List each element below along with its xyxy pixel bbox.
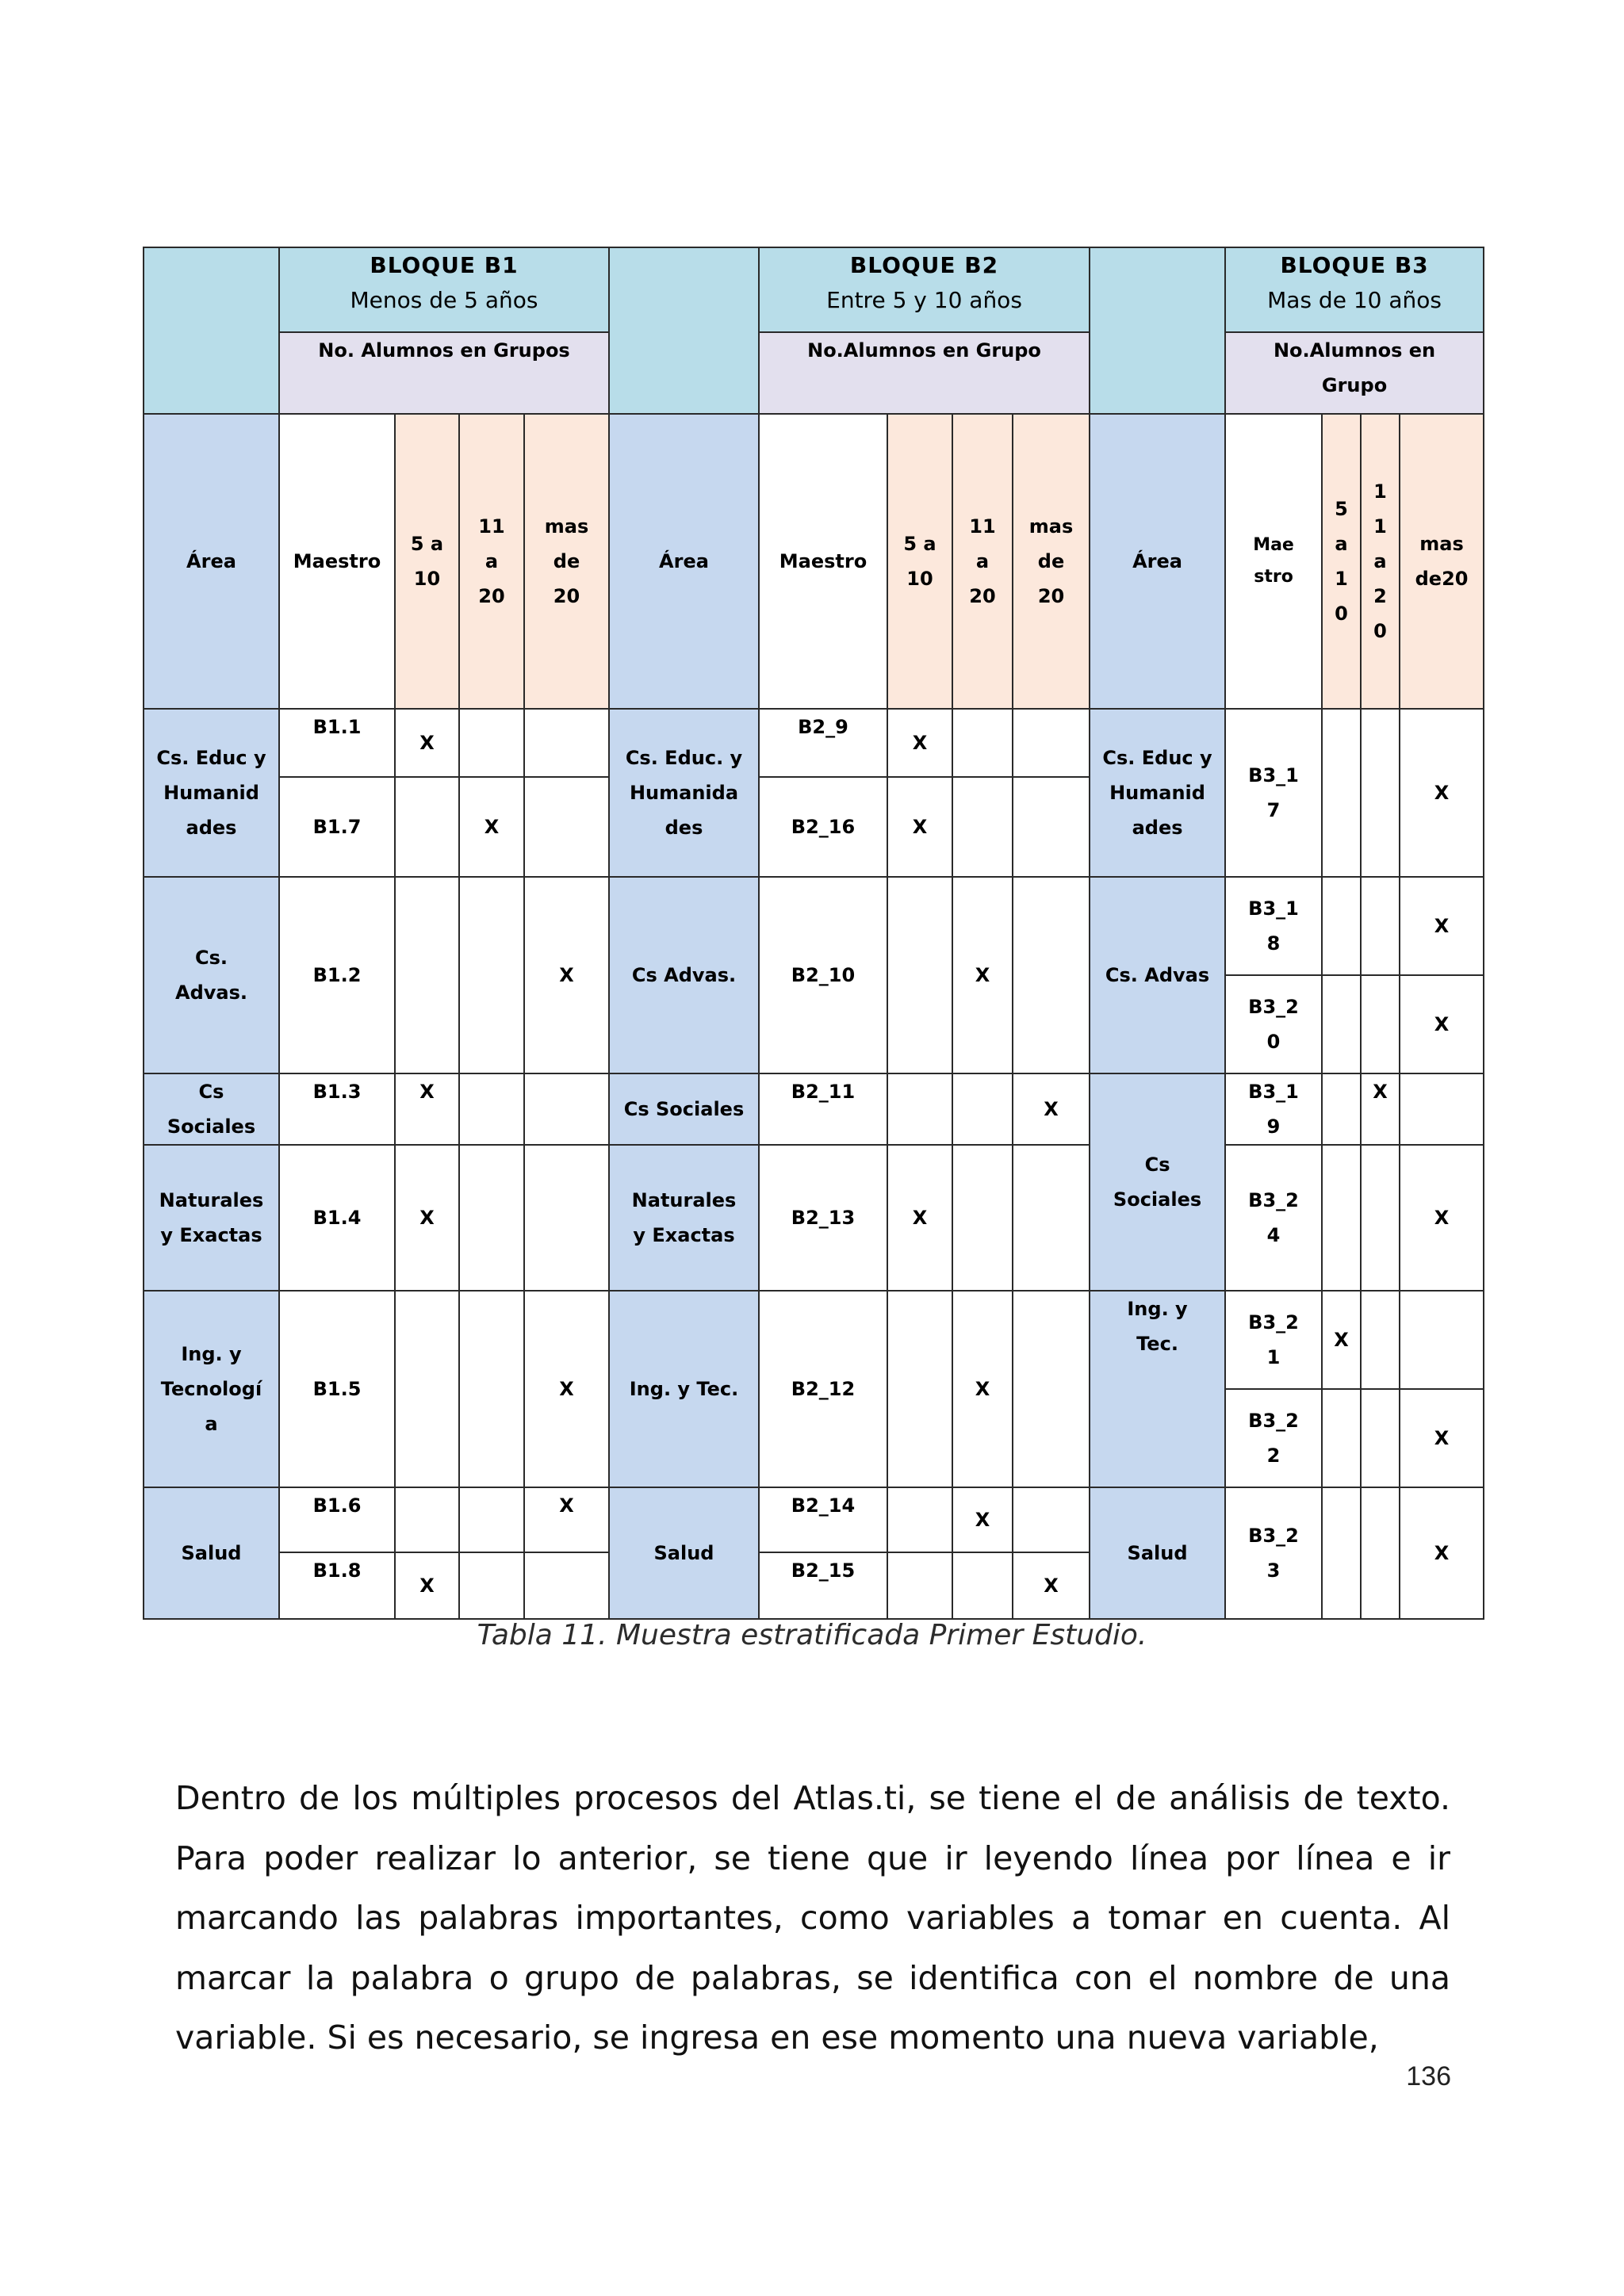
b2-area-nat: Naturales y Exactas <box>609 1145 759 1291</box>
b1-empty <box>459 1552 524 1619</box>
block-b3-title: BLOQUE B3 <box>1280 252 1429 278</box>
b3-code: B3_2 1 <box>1225 1291 1322 1389</box>
b3-area-soc: Cs Sociales <box>1090 1073 1225 1291</box>
b1-area-ing: Ing. y Tecnologí a <box>144 1291 279 1487</box>
b1-mark: X <box>524 1487 609 1552</box>
b2-empty <box>952 1145 1013 1291</box>
block-b3-subtitle: Mas de 10 años <box>1267 287 1442 313</box>
b2-empty <box>952 1552 1013 1619</box>
b1-mark: X <box>395 1552 459 1619</box>
b3-area-salud: Salud <box>1090 1487 1225 1619</box>
b3-empty <box>1361 709 1400 877</box>
col-5a10-b3: 5 a 10 <box>1322 414 1361 709</box>
b2-empty <box>887 877 952 1073</box>
b1-empty <box>459 1291 524 1487</box>
b2-mark: X <box>952 1487 1013 1552</box>
block-b2-students: No.Alumnos en Grupo <box>759 332 1090 414</box>
block-b1-students: No. Alumnos en Grupos <box>279 332 609 414</box>
b1-mark: X <box>524 877 609 1073</box>
col-5a10-b1: 5 a 10 <box>395 414 459 709</box>
b1-empty <box>459 1145 524 1291</box>
b1-mark: X <box>395 1145 459 1291</box>
b2-mark: X <box>887 1145 952 1291</box>
b2-empty <box>887 1487 952 1552</box>
b2-mark: X <box>887 709 952 777</box>
block-b1-title: BLOQUE B1 <box>370 252 519 278</box>
col-mas20-b1: mas de 20 <box>524 414 609 709</box>
b2-empty <box>1013 1291 1090 1487</box>
col-mas20-b2: mas de 20 <box>1013 414 1090 709</box>
b3-empty <box>1361 1487 1400 1619</box>
b3-empty <box>1322 709 1361 877</box>
b1-area-soc: Cs Sociales <box>144 1073 279 1145</box>
b3-empty <box>1322 975 1361 1073</box>
b3-empty <box>1361 1291 1400 1389</box>
b1-mark: X <box>459 777 524 877</box>
b1-mark: X <box>395 709 459 777</box>
b2-mark: X <box>952 877 1013 1073</box>
b3-code: B3_2 0 <box>1225 975 1322 1073</box>
b1-area-salud: Salud <box>144 1487 279 1619</box>
col-maestro-b2: Maestro <box>759 414 887 709</box>
col-area-b3: Área <box>1090 414 1225 709</box>
b2-empty <box>952 1073 1013 1145</box>
b1-code: B1.1 <box>279 709 395 777</box>
page-number: 136 <box>1406 2061 1451 2091</box>
b3-empty <box>1322 1073 1361 1145</box>
b2-code: B2_16 <box>759 777 887 877</box>
b1-empty <box>459 877 524 1073</box>
b2-empty <box>1013 777 1090 877</box>
b3-code: B3_1 7 <box>1225 709 1322 877</box>
b3-mark: X <box>1400 877 1484 975</box>
b3-empty <box>1322 877 1361 975</box>
b2-empty <box>1013 877 1090 1073</box>
b3-empty <box>1361 1145 1400 1291</box>
b2-empty <box>1013 1487 1090 1552</box>
b2-area-soc: Cs Sociales <box>609 1073 759 1145</box>
b3-mark: X <box>1400 1487 1484 1619</box>
b1-empty <box>459 1073 524 1145</box>
b1-mark: X <box>395 1073 459 1145</box>
b3-area-educ: Cs. Educ y Humanid ades <box>1090 709 1225 877</box>
b1-empty <box>524 1145 609 1291</box>
block-b1-subtitle: Menos de 5 años <box>350 287 538 313</box>
b2-code: B2_10 <box>759 877 887 1073</box>
b3-empty <box>1322 1145 1361 1291</box>
b2-code: B2_14 <box>759 1487 887 1552</box>
col-area-b2: Área <box>609 414 759 709</box>
b2-empty <box>1013 1145 1090 1291</box>
b3-empty <box>1322 1487 1361 1619</box>
col-5a10-b2: 5 a 10 <box>887 414 952 709</box>
b1-code: B1.3 <box>279 1073 395 1145</box>
b2-code: B2_9 <box>759 709 887 777</box>
b1-empty <box>524 1073 609 1145</box>
col-area-b1: Área <box>144 414 279 709</box>
b3-mark: X <box>1400 1145 1484 1291</box>
b2-empty <box>887 1552 952 1619</box>
b1-code: B1.5 <box>279 1291 395 1487</box>
b2-empty <box>952 709 1013 777</box>
b1-empty <box>395 1291 459 1487</box>
b2-area-salud: Salud <box>609 1487 759 1619</box>
b2-empty <box>1013 709 1090 777</box>
b2-empty <box>952 777 1013 877</box>
b3-area-ing: Ing. y Tec. <box>1090 1291 1225 1487</box>
b1-code: B1.8 <box>279 1552 395 1619</box>
block-b2-title: BLOQUE B2 <box>849 252 999 278</box>
b3-area-advas: Cs. Advas <box>1090 877 1225 1073</box>
b1-empty <box>395 777 459 877</box>
b3-empty <box>1361 877 1400 975</box>
col-maestro-b1: Maestro <box>279 414 395 709</box>
b1-empty <box>395 1487 459 1552</box>
b1-code: B1.6 <box>279 1487 395 1552</box>
b3-code: B3_1 9 <box>1225 1073 1322 1145</box>
b2-area-educ: Cs. Educ. y Humanida des <box>609 709 759 877</box>
b2-mark: X <box>1013 1552 1090 1619</box>
block-b3-header <box>1225 247 1484 332</box>
col-11a20-b2: 11 a 20 <box>952 414 1013 709</box>
b1-empty <box>524 709 609 777</box>
b1-mark: X <box>524 1291 609 1487</box>
b2-code: B2_11 <box>759 1073 887 1145</box>
b2-area-ing: Ing. y Tec. <box>609 1291 759 1487</box>
b2-code: B2_12 <box>759 1291 887 1487</box>
b1-empty <box>459 709 524 777</box>
b3-code: B3_2 4 <box>1225 1145 1322 1291</box>
b3-mark: X <box>1361 1073 1400 1145</box>
b3-empty <box>1400 1073 1484 1145</box>
b3-mark: X <box>1400 709 1484 877</box>
b3-empty <box>1361 1389 1400 1487</box>
table-caption: Tabla 11. Muestra estratificada Primer Estudio. <box>477 1619 1147 1651</box>
b3-code: B3_2 2 <box>1225 1389 1322 1487</box>
b2-mark: X <box>887 777 952 877</box>
b1-code: B1.2 <box>279 877 395 1073</box>
b3-mark: X <box>1322 1291 1361 1389</box>
sample-table <box>143 247 1484 1620</box>
block-b3-students: No.Alumnos en Grupo <box>1225 332 1484 414</box>
col-11a20-b1: 11 a 20 <box>459 414 524 709</box>
b2-mark: X <box>952 1291 1013 1487</box>
block-b2-subtitle: Entre 5 y 10 años <box>826 287 1022 313</box>
block-b2-header <box>759 247 1090 332</box>
col-mas20-b3: mas de20 <box>1400 414 1484 709</box>
b1-empty <box>395 877 459 1073</box>
b2-empty <box>887 1073 952 1145</box>
b1-empty <box>459 1487 524 1552</box>
b1-area-educ: Cs. Educ y Humanid ades <box>144 709 279 877</box>
b3-code: B3_2 3 <box>1225 1487 1322 1619</box>
b2-code: B2_15 <box>759 1552 887 1619</box>
b1-area-advas: Cs. Advas. <box>144 877 279 1073</box>
col-maestro-b3: Maestro <box>1225 414 1322 709</box>
b3-mark: X <box>1400 975 1484 1073</box>
b3-mark: X <box>1400 1389 1484 1487</box>
b1-empty <box>524 1552 609 1619</box>
b1-code: B1.7 <box>279 777 395 877</box>
b2-code: B2_13 <box>759 1145 887 1291</box>
b1-empty <box>524 777 609 877</box>
col-11a20-b3: 11 a 20 <box>1361 414 1400 709</box>
header-blank-b3 <box>1090 247 1225 414</box>
b1-code: B1.4 <box>279 1145 395 1291</box>
b3-empty <box>1322 1389 1361 1487</box>
b2-area-advas: Cs Advas. <box>609 877 759 1073</box>
b2-empty <box>887 1291 952 1487</box>
b1-area-nat: Naturales y Exactas <box>144 1145 279 1291</box>
header-blank-b2 <box>609 247 759 414</box>
header-blank-b1 <box>144 247 279 414</box>
b3-code: B3_1 8 <box>1225 877 1322 975</box>
b3-empty <box>1400 1291 1484 1389</box>
b3-empty <box>1361 975 1400 1073</box>
b2-mark: X <box>1013 1073 1090 1145</box>
body-paragraph: Dentro de los múltiples procesos del Atlas.ti, se tiene el de análisis de texto. Para poder realizar lo anterior, se tiene que ir leyendo línea por línea e ir marcando las palabras importantes, como variables a tomar en cuenta. Al marcar la palabra o grupo de palabras, se identifica con el nombre de una variable. Si es necesario, se ingresa en ese momento una nueva variable, <box>175 1779 1450 2057</box>
block-b1-header <box>279 247 609 332</box>
